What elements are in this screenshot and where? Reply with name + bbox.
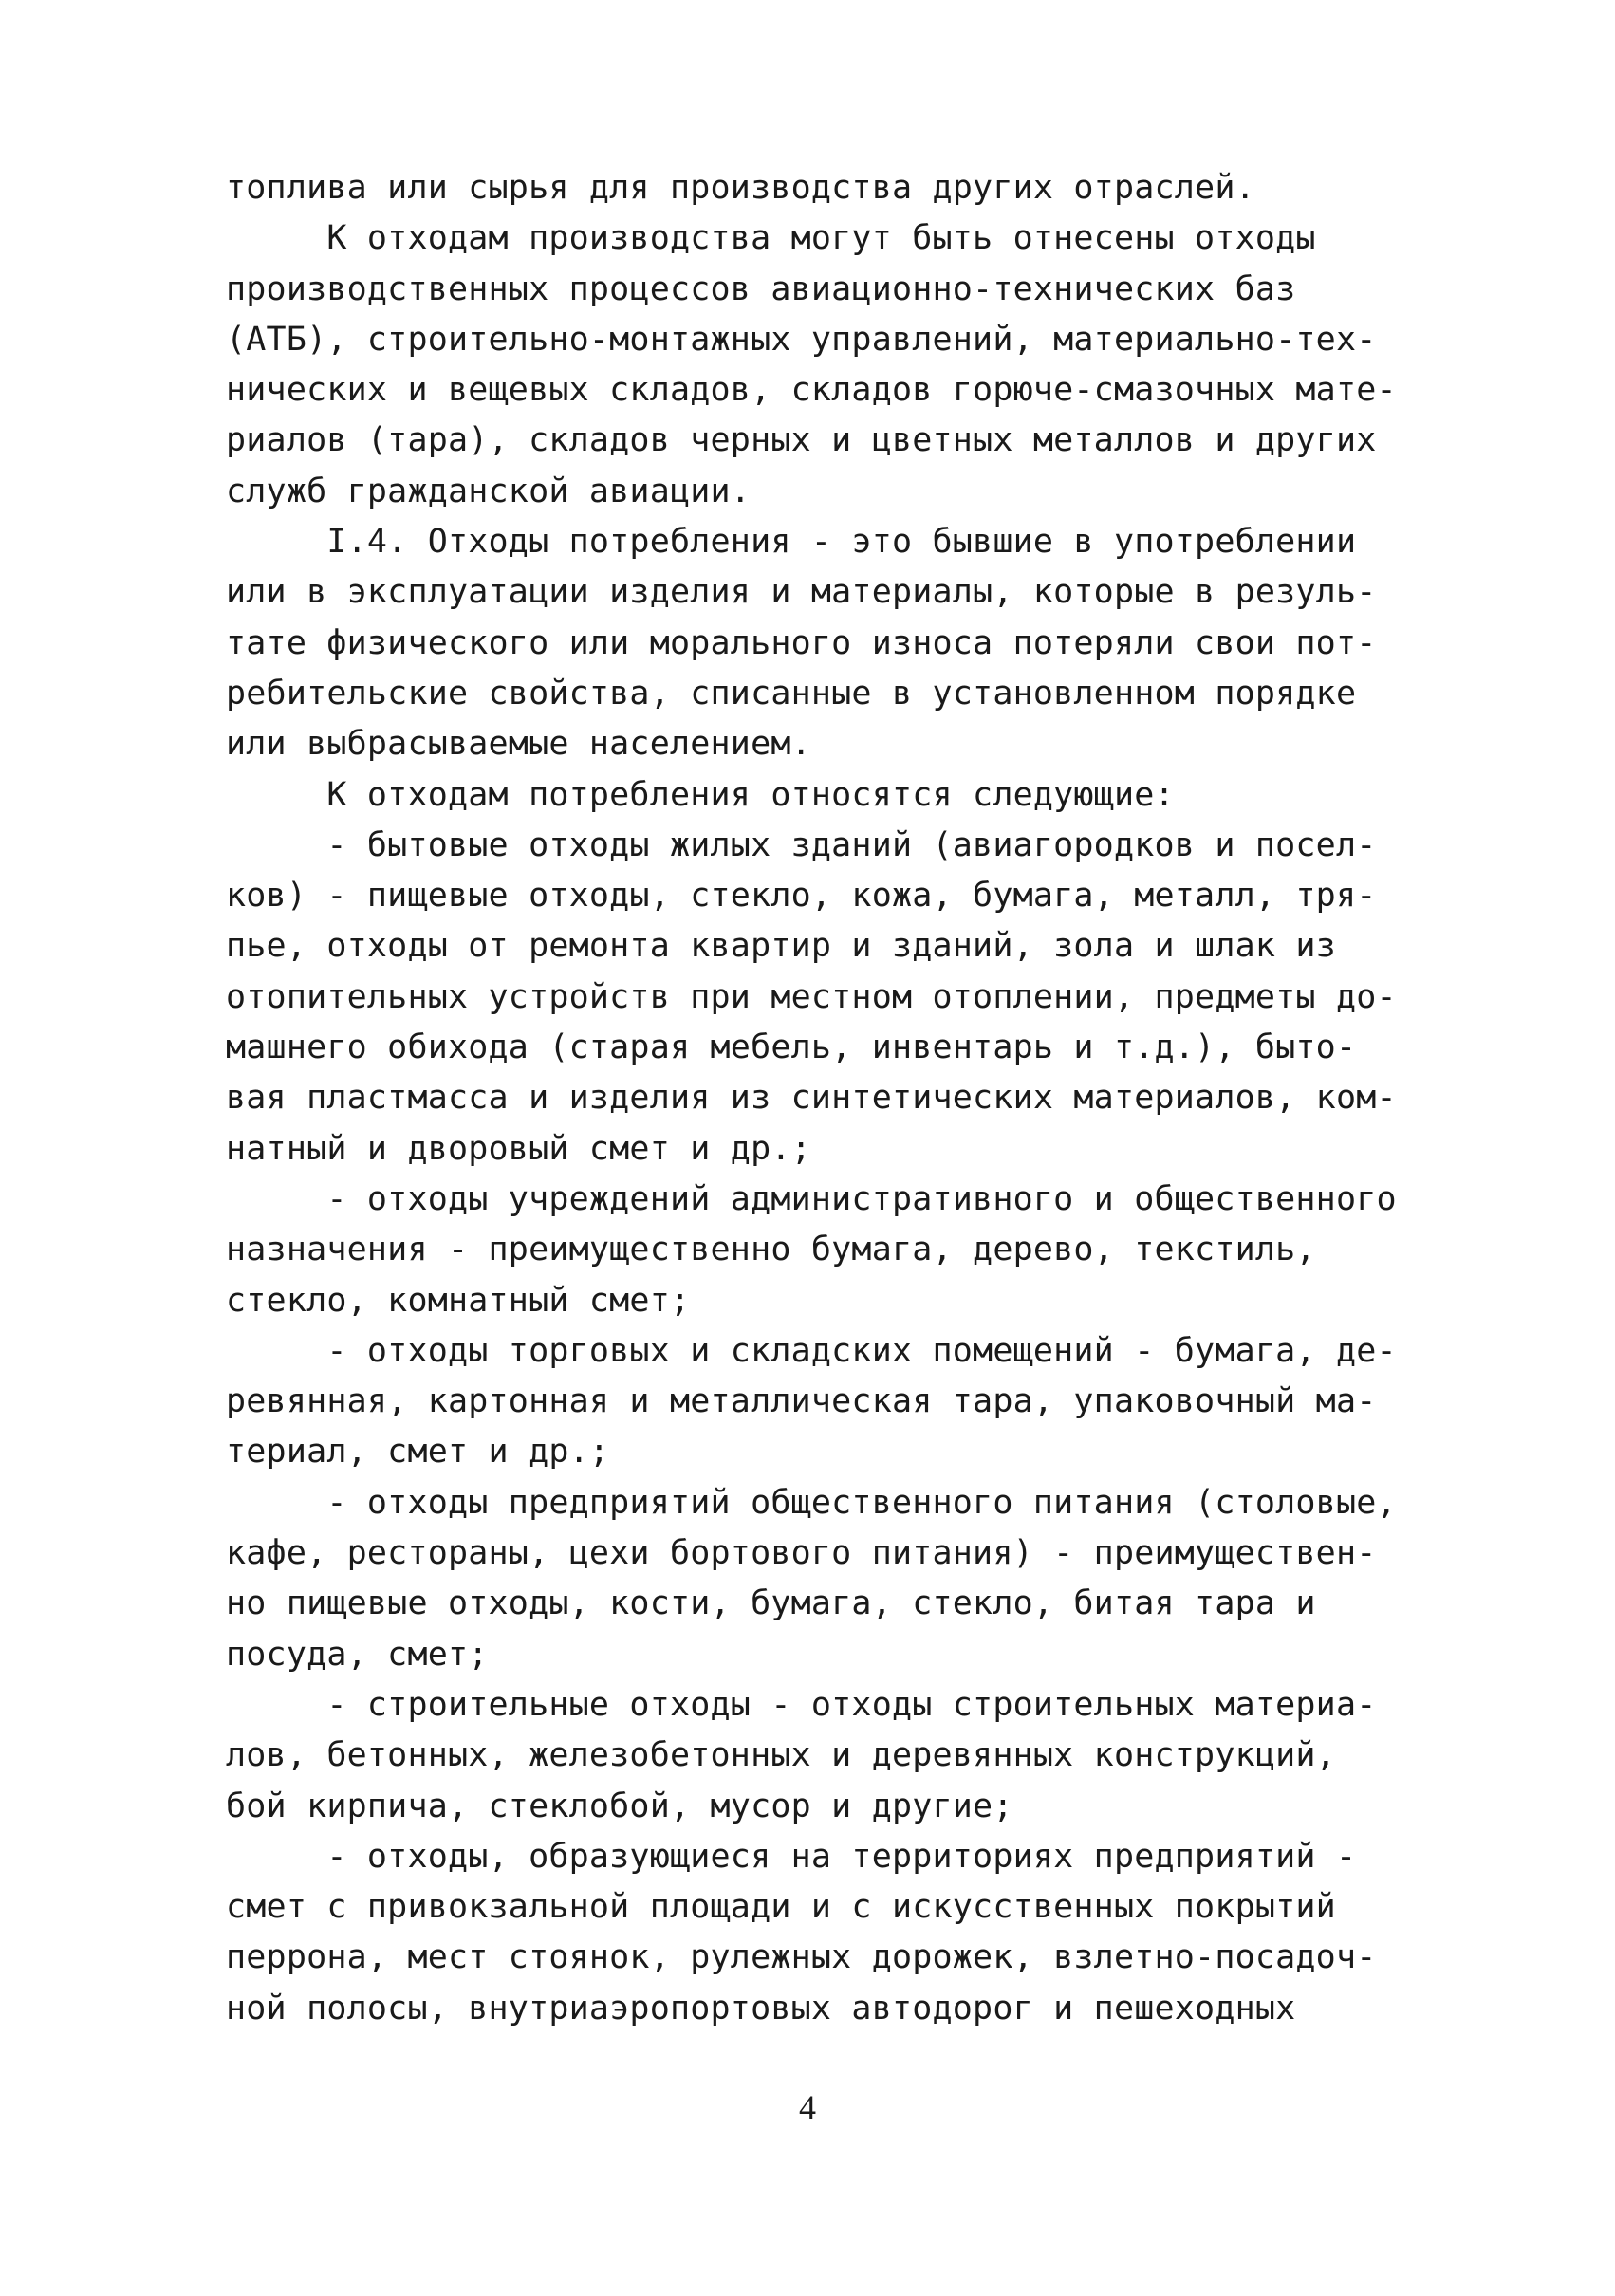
text-line: териал, смет и др.; bbox=[226, 1433, 610, 1472]
text-line: нических и вещевых складов, складов горюче-смазочных мате- bbox=[226, 371, 1397, 410]
text-line: риалов (тара), складов черных и цветных металлов и других bbox=[226, 421, 1377, 460]
text-line: (АТБ), строительно-монтажных управлений, материально-тех- bbox=[226, 320, 1377, 359]
text-line: перрона, мест стоянок, рулежных дорожек, взлетно-посадоч- bbox=[226, 1938, 1377, 1977]
text-line: служб гражданской авиации. bbox=[226, 472, 752, 510]
text-line: кафе, рестораны, цехи бортового питания) - преимуществен- bbox=[226, 1534, 1377, 1573]
text-line: назначения - преимущественно бумага, дерево, текстиль, bbox=[226, 1231, 1316, 1269]
text-line: стекло, комнатный смет; bbox=[226, 1281, 691, 1320]
text-line: смет с привокзальной площади и с искусственных покрытий bbox=[226, 1888, 1336, 1927]
text-line: - бытовые отходы жилых зданий (авиагородков и посел- bbox=[226, 825, 1377, 864]
text-line: производственных процессов авиационно-технических баз bbox=[226, 269, 1296, 308]
text-line: вая пластмасса и изделия из синтетических материалов, ком- bbox=[226, 1079, 1397, 1118]
text-line: или выбрасываемые населением. bbox=[226, 725, 811, 764]
text-line: натный и дворовый смет и др.; bbox=[226, 1129, 811, 1168]
text-line: ребительские свойства, списанные в установленном порядке bbox=[226, 674, 1357, 713]
text-line: К отходам производства могут быть отнесены отходы bbox=[226, 219, 1316, 258]
text-line: тате физического или морального износа потеряли свои пот- bbox=[226, 623, 1377, 662]
text-line: пье, отходы от ремонта квартир и зданий, зола и шлак из bbox=[226, 927, 1336, 966]
text-line: ков) - пищевые отходы, стекло, кожа, бумага, металл, тря- bbox=[226, 877, 1377, 916]
text-line: лов, бетонных, железобетонных и деревянных конструкций, bbox=[226, 1736, 1336, 1775]
text-line: К отходам потребления относятся следующие: bbox=[226, 775, 1175, 814]
text-line: - отходы, образующиеся на территориях предприятий - bbox=[226, 1837, 1357, 1876]
text-line: - отходы торговых и складских помещений - бумага, де- bbox=[226, 1331, 1397, 1370]
text-line: ной полосы, внутриаэропортовых автодорог и пешеходных bbox=[226, 1989, 1296, 2028]
page-number: 4 bbox=[799, 2088, 816, 2126]
text-line: топлива или сырья для производства других отраслей. bbox=[226, 169, 1255, 207]
text-line: - отходы предприятий общественного питания (столовые, bbox=[226, 1483, 1397, 1522]
text-line: посуда, смет; bbox=[226, 1635, 489, 1674]
text-line: отопительных устройств при местном отоплении, предметы до- bbox=[226, 977, 1397, 1016]
text-line: бой кирпича, стеклобой, мусор и другие; bbox=[226, 1787, 1013, 1825]
text-line: или в эксплуатации изделия и материалы, которые в резуль- bbox=[226, 573, 1377, 612]
text-line: машнего обихода (старая мебель, инвентарь и т.д.), быто- bbox=[226, 1028, 1357, 1067]
text-line: ревянная, картонная и металлическая тара, упаковочный ма- bbox=[226, 1382, 1377, 1421]
text-line: - строительные отходы - отходы строительных материа- bbox=[226, 1685, 1377, 1724]
text-line: - отходы учреждений административного и общественного bbox=[226, 1179, 1397, 1218]
text-line: но пищевые отходы, кости, бумага, стекло, битая тара и bbox=[226, 1584, 1316, 1623]
body-text bbox=[226, 163, 1402, 2034]
text-line: I.4. Отходы потребления - это бывшие в употреблении bbox=[226, 523, 1357, 562]
